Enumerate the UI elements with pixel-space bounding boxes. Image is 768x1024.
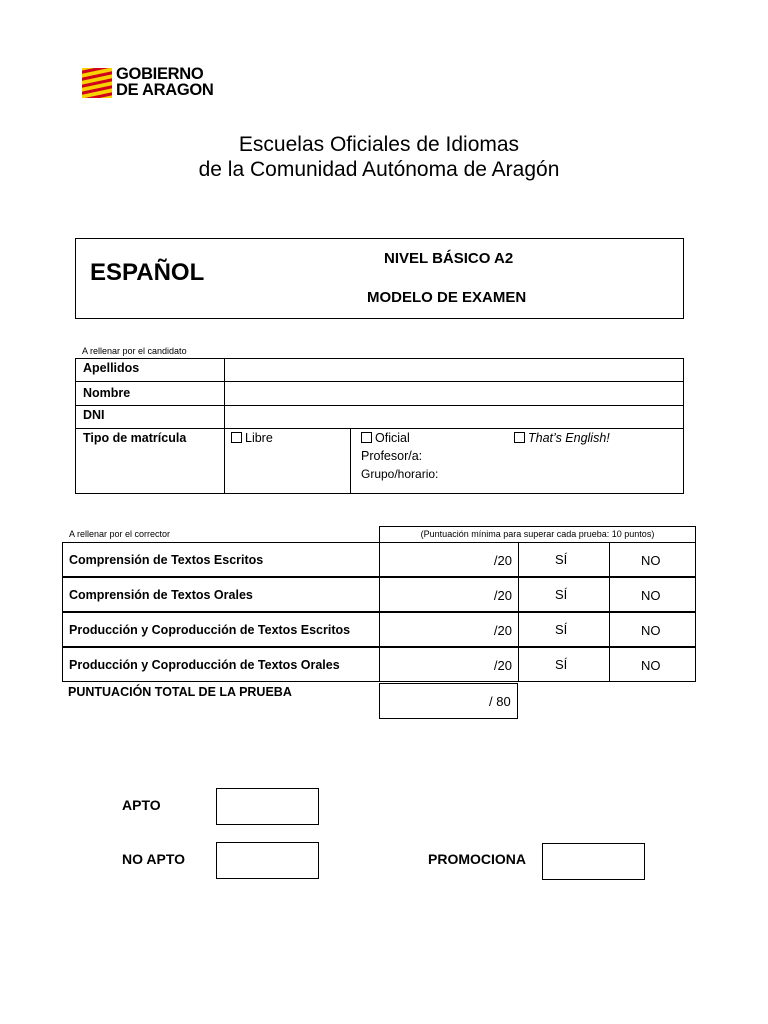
nombre-input[interactable] xyxy=(225,382,684,405)
score-row-name: Comprensión de Textos Escritos xyxy=(69,553,264,567)
score-row-name: Producción y Coproducción de Textos Orales xyxy=(69,658,340,672)
total-score-value: / 80 xyxy=(489,694,511,709)
exam-level: NIVEL BÁSICO A2 xyxy=(384,250,514,267)
score-yes[interactable]: SÍ xyxy=(555,552,568,567)
field-tipo-matricula: Tipo de matrícula xyxy=(83,431,187,445)
score-yes[interactable]: SÍ xyxy=(555,587,568,602)
score-row xyxy=(62,612,696,647)
exam-info-box xyxy=(75,238,684,319)
logo-line-2: DE ARAGON xyxy=(116,81,214,99)
checkbox-libre[interactable] xyxy=(231,432,242,443)
score-no[interactable]: NO xyxy=(641,588,661,603)
score-value[interactable]: /20 xyxy=(493,553,512,568)
total-score-box[interactable] xyxy=(379,683,518,719)
grupo-label: Grupo/horario: xyxy=(361,467,439,481)
score-no[interactable]: NO xyxy=(641,623,661,638)
option-oficial-label: Oficial xyxy=(375,431,410,445)
logo-line-1: GOBIERNO xyxy=(116,65,204,83)
total-label: PUNTUACIÓN TOTAL DE LA PRUEBA xyxy=(68,685,292,699)
header-line-2: de la Comunidad Autónoma de Aragón xyxy=(198,158,560,181)
option-libre-label: Libre xyxy=(245,431,273,445)
field-nombre: Nombre xyxy=(83,386,131,400)
checkbox-thats-english[interactable] xyxy=(514,432,525,443)
logo-text xyxy=(116,66,214,98)
exam-model: MODELO DE EXAMEN xyxy=(367,289,527,306)
score-row xyxy=(62,577,696,612)
exam-language: ESPAÑOL xyxy=(90,259,205,286)
score-value[interactable]: /20 xyxy=(493,623,512,638)
score-value[interactable]: /20 xyxy=(493,658,512,673)
option-thats-english[interactable] xyxy=(514,431,610,445)
candidate-table xyxy=(75,358,684,494)
no-apto-label: NO APTO xyxy=(122,851,186,867)
score-row-name: Producción y Coproducción de Textos Escritos xyxy=(69,623,351,637)
field-apellidos: Apellidos xyxy=(83,361,140,375)
profesor-label: Profesor/a: xyxy=(361,449,423,463)
apto-box[interactable] xyxy=(216,788,319,825)
option-thats-english-label: That’s English! xyxy=(528,431,610,445)
no-apto-box[interactable] xyxy=(216,842,319,879)
score-row xyxy=(62,542,696,577)
header-line-1: Escuelas Oficiales de Idiomas xyxy=(238,133,520,156)
option-oficial[interactable] xyxy=(361,431,410,445)
score-yes[interactable]: SÍ xyxy=(555,622,568,637)
promociona-label: PROMOCIONA xyxy=(428,851,526,867)
score-row xyxy=(62,647,696,682)
score-no[interactable]: NO xyxy=(641,553,661,568)
promociona-box[interactable] xyxy=(542,843,645,880)
apto-label: APTO xyxy=(122,797,161,813)
aragon-flag-icon xyxy=(82,68,112,98)
dni-input[interactable] xyxy=(225,406,684,428)
score-value[interactable]: /20 xyxy=(493,588,512,603)
score-no[interactable]: NO xyxy=(641,658,661,673)
option-libre[interactable] xyxy=(231,431,273,445)
min-score-note: (Puntuación mínima para superar cada prueba: 10 puntos) xyxy=(379,526,696,543)
checkbox-oficial[interactable] xyxy=(361,432,372,443)
corrector-note: A rellenar por el corrector xyxy=(69,529,171,539)
score-row-name: Comprensión de Textos Orales xyxy=(69,588,253,602)
apellidos-input[interactable] xyxy=(225,359,684,381)
field-dni: DNI xyxy=(83,408,105,422)
candidate-note: A rellenar por el candidato xyxy=(82,346,187,356)
score-yes[interactable]: SÍ xyxy=(555,657,568,672)
